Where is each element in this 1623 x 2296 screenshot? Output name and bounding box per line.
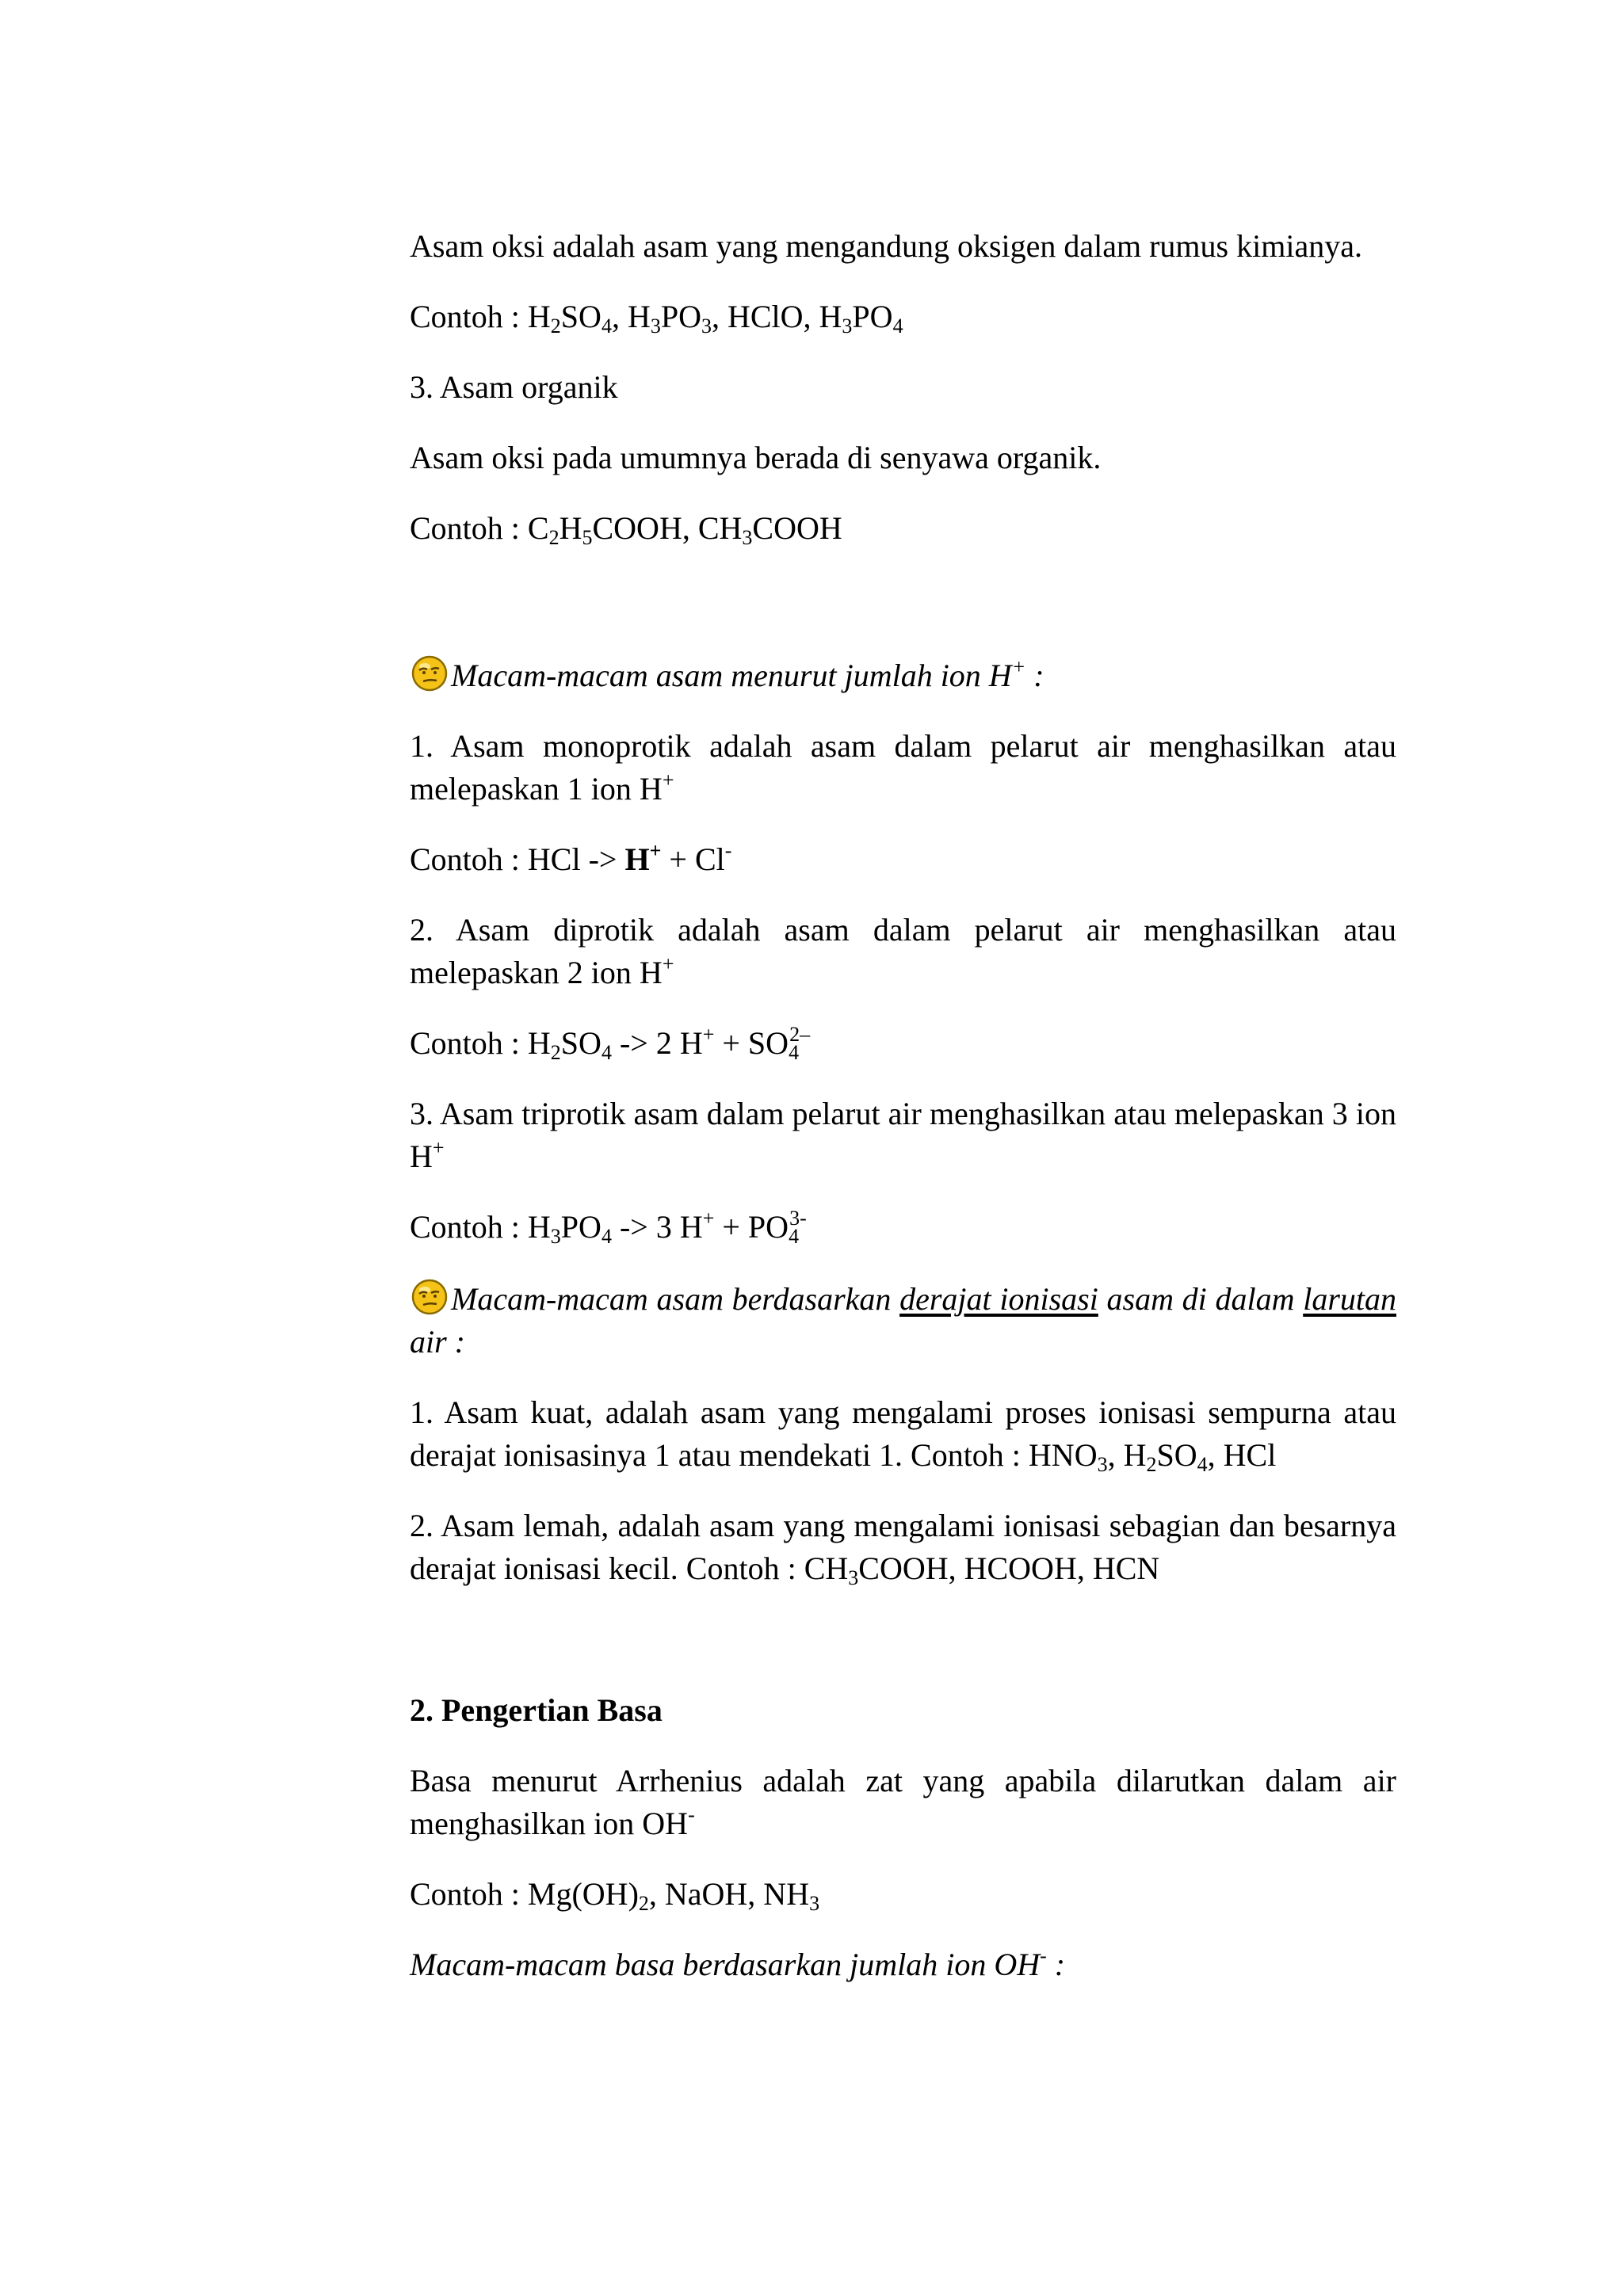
monoprotic-acid-item: 1. Asam monoprotik adalah asam dalam pelarut air menghasilkan atau melepaskan 1 ion H+ <box>410 728 1396 807</box>
thinking-smiley-icon <box>410 653 449 692</box>
base-section-heading: 2. Pengertian Basa <box>410 1692 663 1728</box>
thinking-smiley-icon <box>410 1276 449 1316</box>
organic-acid-heading: 3. Asam organik <box>410 369 618 405</box>
organic-acid-definition: Asam oksi pada umumnya berada di senyawa organik. <box>410 440 1102 475</box>
oxy-acid-examples: Contoh : $H_2SO_4$, $H_3PO_3$, HClO, $H_3PO_4$ <box>410 299 903 338</box>
ionization-degree-heading: Macam-macam asam berdasarkan derajat ionisasi asam di dalam larutan air : <box>410 1276 1396 1363</box>
document-body <box>410 225 1396 2014</box>
triprotic-acid-item: 3. Asam triprotik asam dalam pelarut air menghasilkan atau melepaskan 3 ion H+ <box>410 1096 1396 1174</box>
base-examples: Contoh : $Mg(OH)_2$, NaOH, $NH_3$ <box>410 1876 820 1915</box>
diprotic-acid-example: Contoh : $H_2SO_4 -> 2$ $H^+ + SO_4^{2-}$ <box>410 1023 811 1064</box>
h-ion-section-heading: Macam-macam asam menurut jumlah ion H+ : <box>410 653 1396 697</box>
strong-acid-item: 1. Asam kuat, adalah asam yang mengalami proses ionisasi sempurna atau derajat ionisasinya 1 atau mendekati 1. Contoh : $HNO_3$, $H_2SO_4$, HCl <box>410 1394 1396 1476</box>
triprotic-acid-example: Contoh : $H_3PO_4 -> 3$ $H^+ + PO_4^{3-}$ <box>410 1207 807 1248</box>
diprotic-acid-item: 2. Asam diprotik adalah asam dalam pelarut air menghasilkan atau melepaskan 2 ion H+ <box>410 912 1396 990</box>
base-definition: Basa menurut Arrhenius adalah zat yang apabila dilarutkan dalam air menghasilkan ion OH- <box>410 1763 1396 1841</box>
weak-acid-item: 2. Asam lemah, adalah asam yang mengalami ionisasi sebagian dan besarnya derajat ionisasi kecil. Contoh : $CH_3COOH$, HCOOH, HCN <box>410 1508 1396 1589</box>
derajat-ionisasi-link[interactable]: derajat ionisasi <box>899 1281 1098 1317</box>
base-types-heading: Macam-macam basa berdasarkan jumlah ion OH- : <box>410 1944 1066 1982</box>
monoprotic-acid-example: Contoh : HCl -> H+ + Cl- <box>410 839 732 877</box>
organic-acid-examples: Contoh : $C_2H_5COOH$, $CH_3COOH$ <box>410 510 842 549</box>
oxy-acid-definition: Asam oksi adalah asam yang mengandung oksigen dalam rumus kimianya. <box>410 228 1362 264</box>
larutan-link[interactable]: larutan <box>1303 1281 1396 1317</box>
